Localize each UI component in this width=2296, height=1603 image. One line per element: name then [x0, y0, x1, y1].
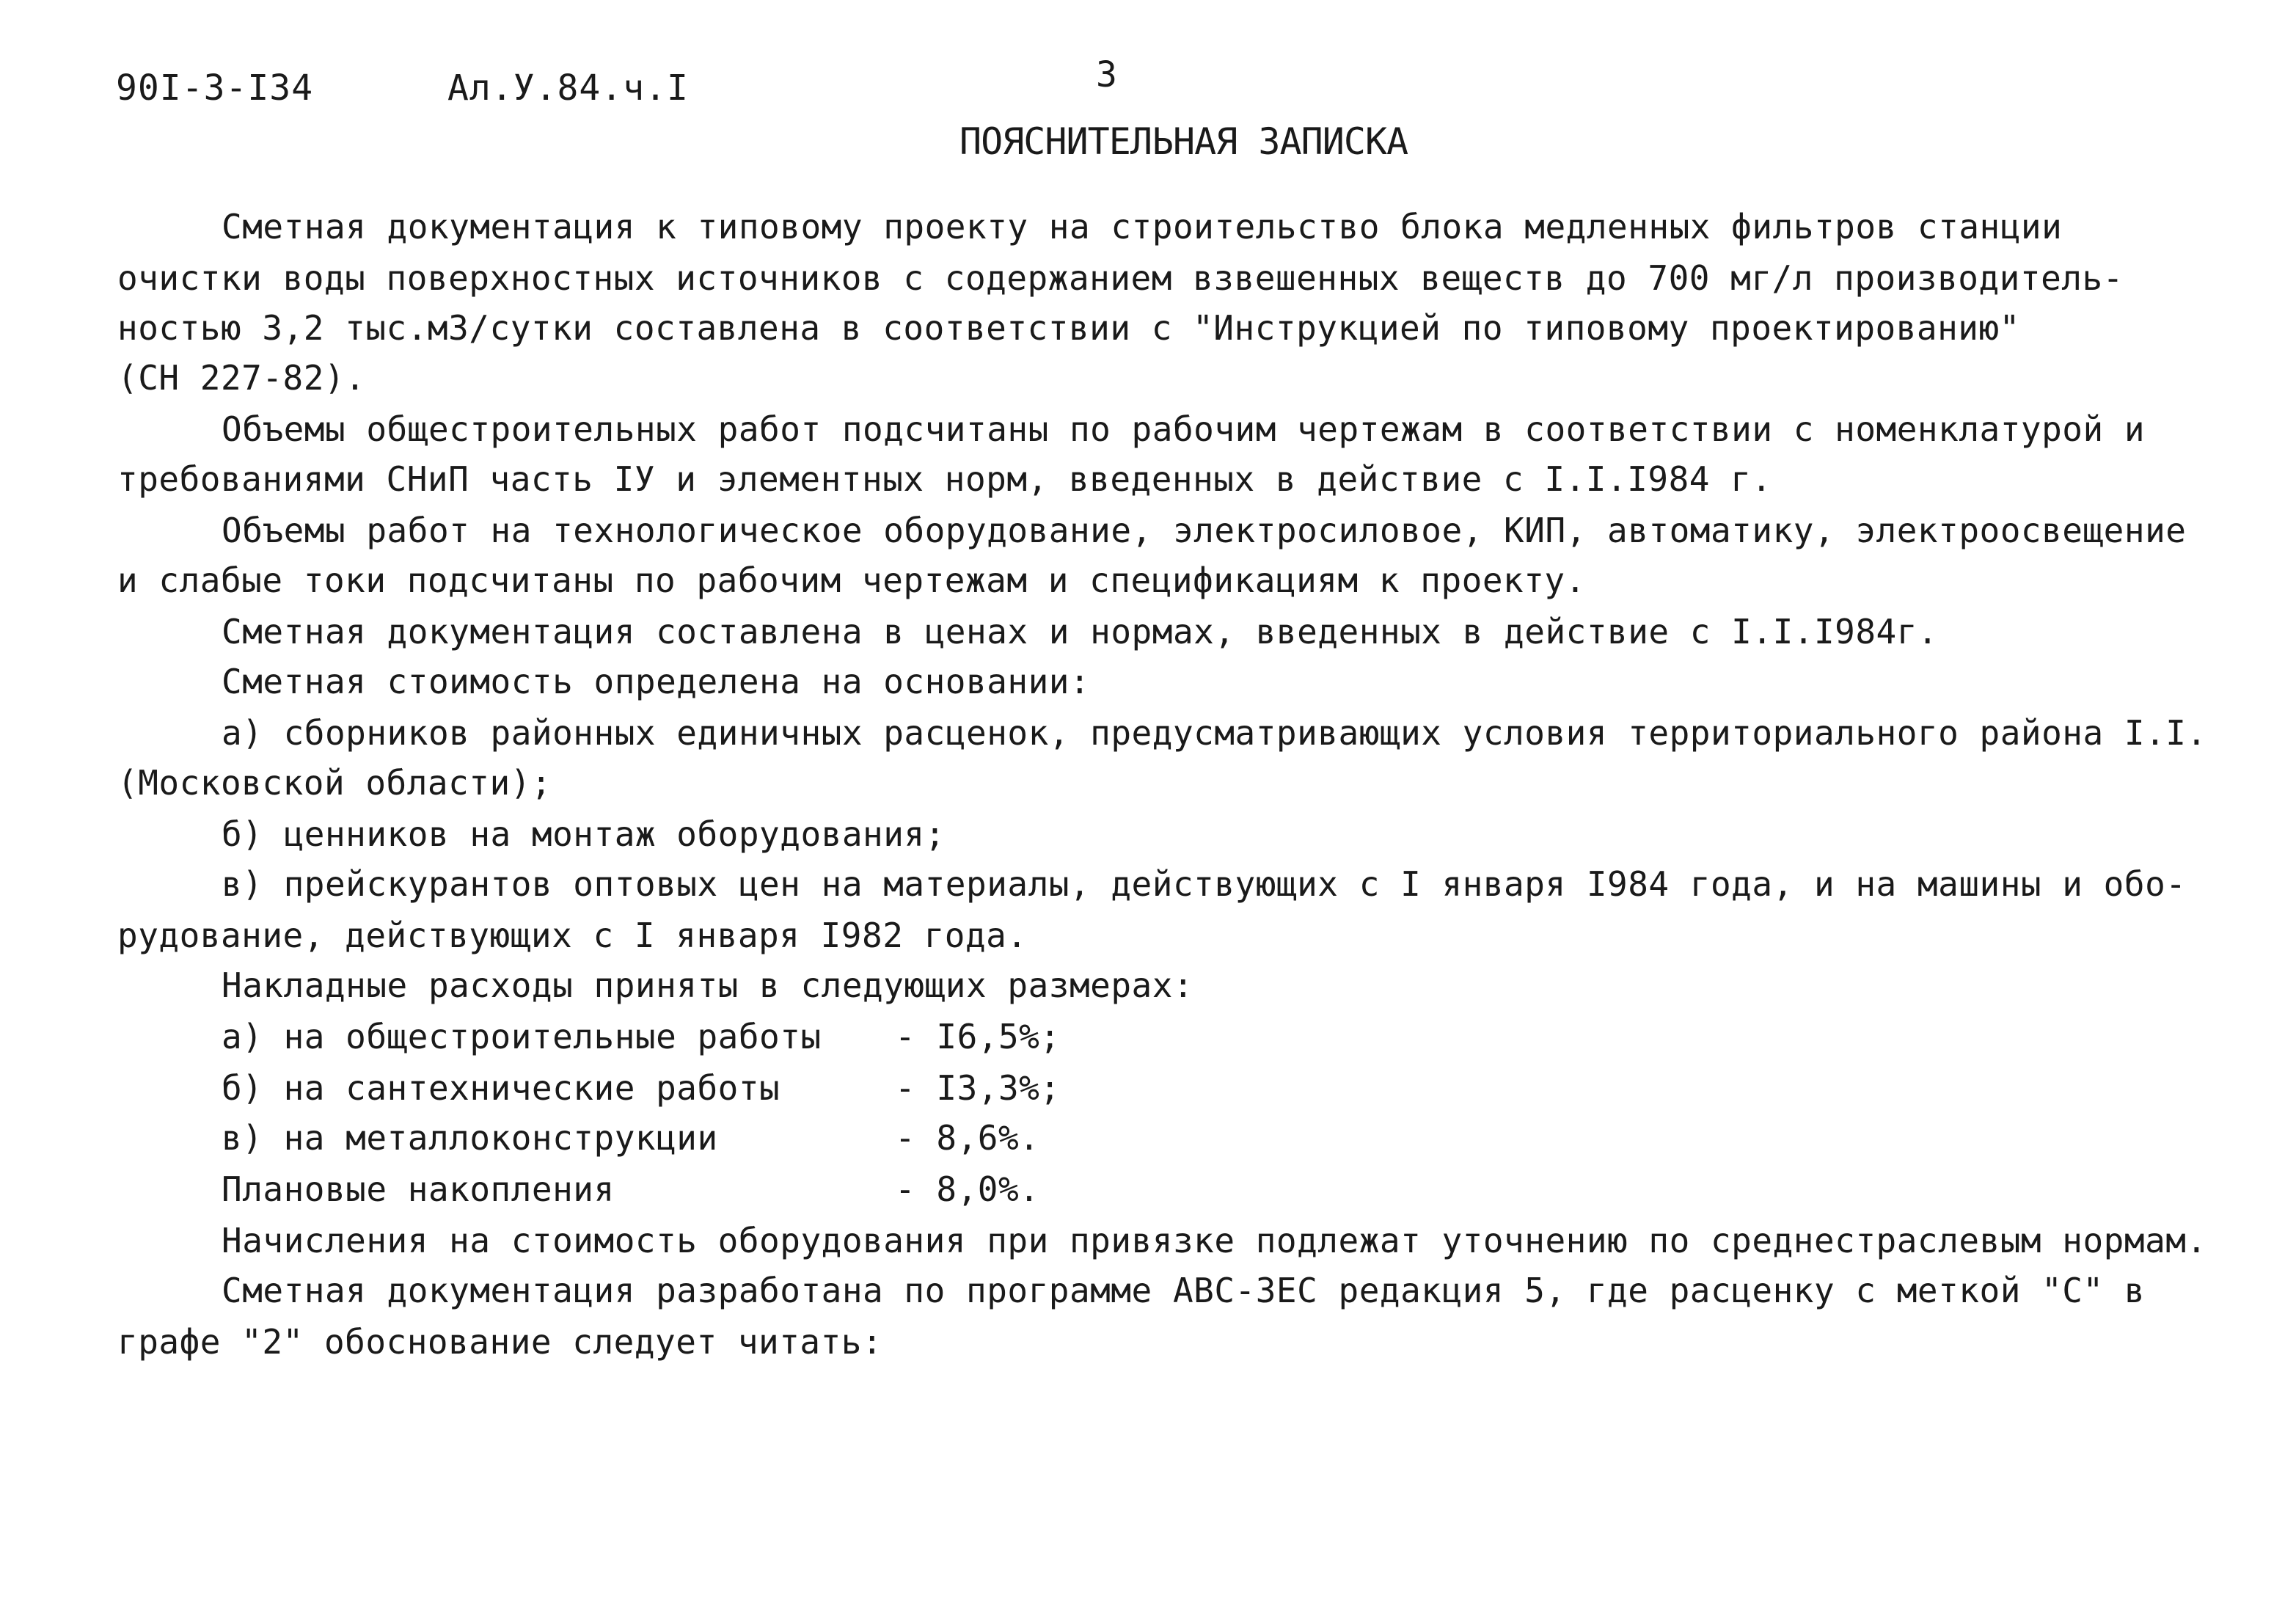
rate-label: в) на металлоконструкции — [222, 1118, 718, 1158]
list-item: в) прейскурантов оптовых цен на материалы, действующих с I января I984 года, и на машины и обо- — [222, 864, 2187, 904]
rate-value: - 8,0%. — [895, 1169, 1040, 1209]
list-item: а) сборников районных единичных расценок, предусматривающих условия территориального района I.I. — [222, 713, 2207, 753]
album-number: Ал.У.84.ч.I — [447, 67, 689, 109]
doc-code: 90I-3-I34 — [116, 67, 314, 109]
list-item-continuation: рудование, действующих с I января I982 года. — [117, 916, 1028, 955]
rate-value: - I6,5%; — [895, 1017, 1061, 1056]
paragraph-line: Сметная стоимость определена на основании: — [222, 662, 1091, 701]
rate-label: а) на общестроительные работы — [222, 1017, 822, 1056]
paragraph-line: Объемы общестроительных работ подсчитаны по рабочим чертежам в соответствии с номенклатурой и — [222, 409, 2146, 449]
paragraph-line: ностью 3,2 тыс.м3/сутки составлена в соответствии с "Инструкцией по типовому проектированию" — [117, 308, 2020, 348]
list-item: б) ценников на монтаж оборудования; — [222, 814, 946, 854]
paragraph-line: и слабые токи подсчитаны по рабочим чертежам и спецификациям к проекту. — [117, 560, 1586, 600]
paragraph-line: Накладные расходы приняты в следующих размерах: — [222, 965, 1194, 1005]
rate-value: - I3,3%; — [895, 1068, 1061, 1108]
rate-label: Плановые накопления — [222, 1169, 615, 1209]
paragraph-line: очистки воды поверхностных источников с содержанием взвешенных веществ до 700 мг/л производитель- — [117, 258, 2124, 298]
paragraph-line: графе "2" обоснование следует читать: — [117, 1322, 883, 1362]
paragraph-line: Объемы рабoт на технологическое оборудование, электросиловое, КИП, автоматику, электроосвещение — [222, 511, 2187, 550]
paragraph-line: (СН 227-82). — [117, 358, 366, 398]
paragraph-line: требованиями СНиП часть IУ и элементных норм, введенных в действие с I.I.I984 г. — [117, 459, 1772, 499]
list-item-continuation: (Московской области); — [117, 763, 552, 803]
paragraph-line: Сметная документация составлена в ценах и нормах, введенных в действие с I.I.I984г. — [222, 612, 1939, 651]
rate-value: - 8,6%. — [895, 1118, 1040, 1158]
paragraph-line: Сметная документация разработана по программе АВС-ЗЕС редакция 5, где расценку с меткой "С" в — [222, 1271, 2146, 1310]
rate-label: б) на сантехнические работы — [222, 1068, 780, 1108]
page-title: ПОЯСНИТЕЛЬНАЯ ЗАПИСКА — [959, 120, 1408, 163]
page-number: 3 — [1096, 54, 1118, 95]
paragraph-line: Сметная документация к типовому проекту на строительство блока медленных фильтров станции — [222, 207, 2063, 247]
paragraph-line: Начисления на стоимость оборудования при привязке подлежат уточнению по среднестраслевым нормам. — [222, 1221, 2207, 1260]
